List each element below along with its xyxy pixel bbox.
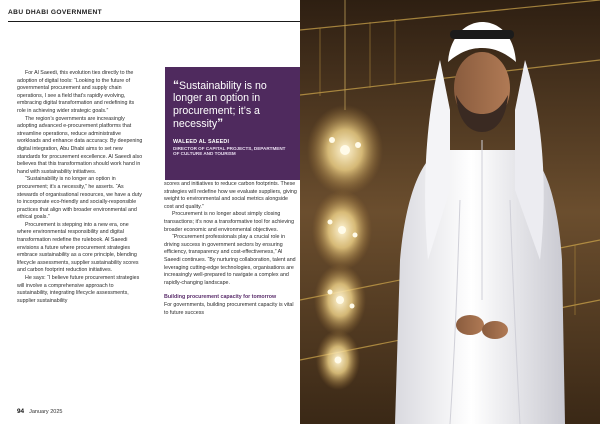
paragraph: He says: “I believe future procurement strategies will involve a comprehensive approach to sustainability, integrating lifecycle assessments, supplier sustainability bbox=[17, 275, 140, 304]
subheading: Building procurement capacity for tomorrow bbox=[164, 294, 277, 301]
paragraph: For governments, building procurement capacity is vital to future success bbox=[164, 301, 294, 316]
paragraph: Procurement is no longer about simply closing transactions; it’s now a transformative tool for achieving broader economic and environmental objectives. bbox=[164, 211, 295, 233]
article-column-right bbox=[164, 181, 299, 317]
pull-quote bbox=[165, 67, 300, 180]
pull-quote-author: WALEED AL SAEEDI bbox=[173, 138, 230, 145]
section-label: ABU DHABI GOVERNMENT bbox=[8, 9, 103, 16]
issue-date: January 2025 bbox=[29, 409, 63, 415]
pull-quote-role: DIRECTOR OF CAPITAL PROJECTS, DEPARTMENT OF CULTURE AND TOURISM bbox=[173, 145, 286, 157]
article-column-left bbox=[17, 70, 144, 305]
pull-quote-text: “Sustainability is no longer an option in procurement; it’s a necessity” bbox=[173, 78, 267, 131]
paragraph: “Sustainability is no longer an option in procurement; it’s a necessity,” he asserts. “As stewards of organisational resources, we have a duty to incorporate eco-friendly and socially-responsible practices that align with broader environmental and ethical goals.” bbox=[17, 176, 142, 221]
section-rule bbox=[8, 21, 300, 22]
paragraph: “Procurement professionals play a crucial role in driving success in government sectors by ensuring efficiency, transparency and cost-effectiveness,” Al Saeedi continues. “By nurturing collaboration, talent and leveraging cutting-edge technologies, organisations are increasingly well-prepared to navigate a complex and rapidly-changing landscape. bbox=[164, 234, 296, 286]
portrait-illustration bbox=[300, 0, 600, 424]
page-number: 94 bbox=[17, 408, 25, 415]
paragraph: The region’s governments are increasingly adopting advanced e-procurement platforms that streamline operations, reduce administrative workloads and enhance data accuracy. By deepening digital integration, Abu Dhabi aims to set new standards for procurement excellence. Al Saeedi also believes that this transformation should work hand in hand with sustainability initiatives. bbox=[17, 115, 143, 175]
paragraph: Procurement is stepping into a new era, one where environmental responsibility and digital transformation redefine the rulebook. Al Saeedi envisions a future where procurement strategies embrace sustainability as a core principle, blending lifecycle assessments, supplier sustainability scores and carbon footprint reduction initiatives. bbox=[17, 221, 139, 274]
page-footer bbox=[17, 408, 62, 415]
paragraph: For Al Saeedi, this evolution ties directly to the adoption of digital tools: “Looking to the future of governmental procurement and supply chain operations, I see a field that’s rapidly evolving, embracing digital transformation and redefining its role in achieving wider strategic goals.” bbox=[17, 70, 135, 114]
portrait-photo bbox=[300, 0, 600, 424]
paragraph: scores and initiatives to reduce carbon footprints. These strategies will redefine how we evaluate suppliers, giving weight to environmental and social metrics alongside cost and quality.” bbox=[164, 181, 297, 210]
